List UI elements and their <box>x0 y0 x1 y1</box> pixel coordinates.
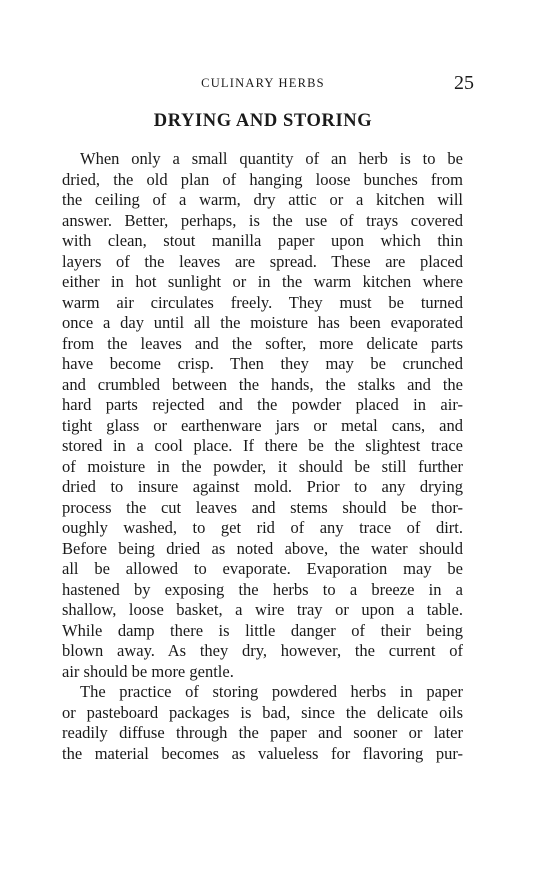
section-heading: DRYING AND STORING <box>153 111 373 131</box>
text-line: tight glass or earthenware jars or metal cans, and <box>62 415 463 435</box>
text-line: While damp there is little danger of their being <box>62 620 463 640</box>
text-line: warm air circulates freely. They must be turned <box>62 292 463 312</box>
running-head <box>0 74 552 94</box>
paragraph-drying <box>62 149 463 682</box>
body-text <box>62 149 463 764</box>
text-line: Before being dried as noted above, the water should <box>62 538 463 558</box>
text-line: with clean, stout manilla paper upon which thin <box>62 231 463 250</box>
text-line: layers of the leaves are spread. These are placed <box>62 251 463 271</box>
text-line: from the leaves and the softer, more delicate parts <box>62 333 463 353</box>
text-line: process the cut leaves and stems should be thor- <box>62 497 463 517</box>
text-line: hard parts rejected and the powder placed in air- <box>62 395 463 414</box>
running-title: CULINARY HERBS <box>201 76 325 90</box>
text-line: When only a small quantity of an herb is to be <box>80 149 463 168</box>
text-line: all be allowed to evaporate. Evaporation may be <box>62 559 463 578</box>
text-line: stored in a cool place. If there be the slightest trace <box>62 436 463 455</box>
text-line: the material becomes as valueless for flavoring pur- <box>62 743 463 763</box>
paragraph-storing <box>62 682 463 764</box>
text-line: or pasteboard packages is bad, since the delicate oils <box>62 702 463 722</box>
text-line: readily diffuse through the paper and sooner or later <box>62 723 463 742</box>
text-line: once a day until all the moisture has been evaporated <box>62 313 463 332</box>
text-line: air should be more gentle. <box>62 661 234 681</box>
text-line: blown away. As they dry, however, the current of <box>62 641 463 660</box>
text-line: the ceiling of a warm, dry attic or a kitchen will <box>62 190 463 209</box>
text-line: of moisture in the powder, it should be still further <box>62 456 463 476</box>
text-line: dried to insure against mold. Prior to any drying <box>62 477 463 496</box>
text-line: The practice of storing powdered herbs in paper <box>80 682 463 701</box>
text-line: dried, the old plan of hanging loose bunches from <box>62 169 463 189</box>
text-line: shallow, loose basket, a wire tray or upon a table. <box>62 600 463 619</box>
page-number: 25 <box>454 72 474 94</box>
text-line: oughly washed, to get rid of any trace of dirt. <box>62 518 463 537</box>
text-line: hastened by exposing the herbs to a breeze in a <box>62 579 463 599</box>
text-line: have become crisp. Then they may be crunched <box>62 354 463 373</box>
text-line: either in hot sunlight or in the warm kitchen where <box>62 272 463 291</box>
text-line: answer. Better, perhaps, is the use of trays covered <box>62 210 463 230</box>
text-line: and crumbled between the hands, the stalks and the <box>62 374 463 394</box>
